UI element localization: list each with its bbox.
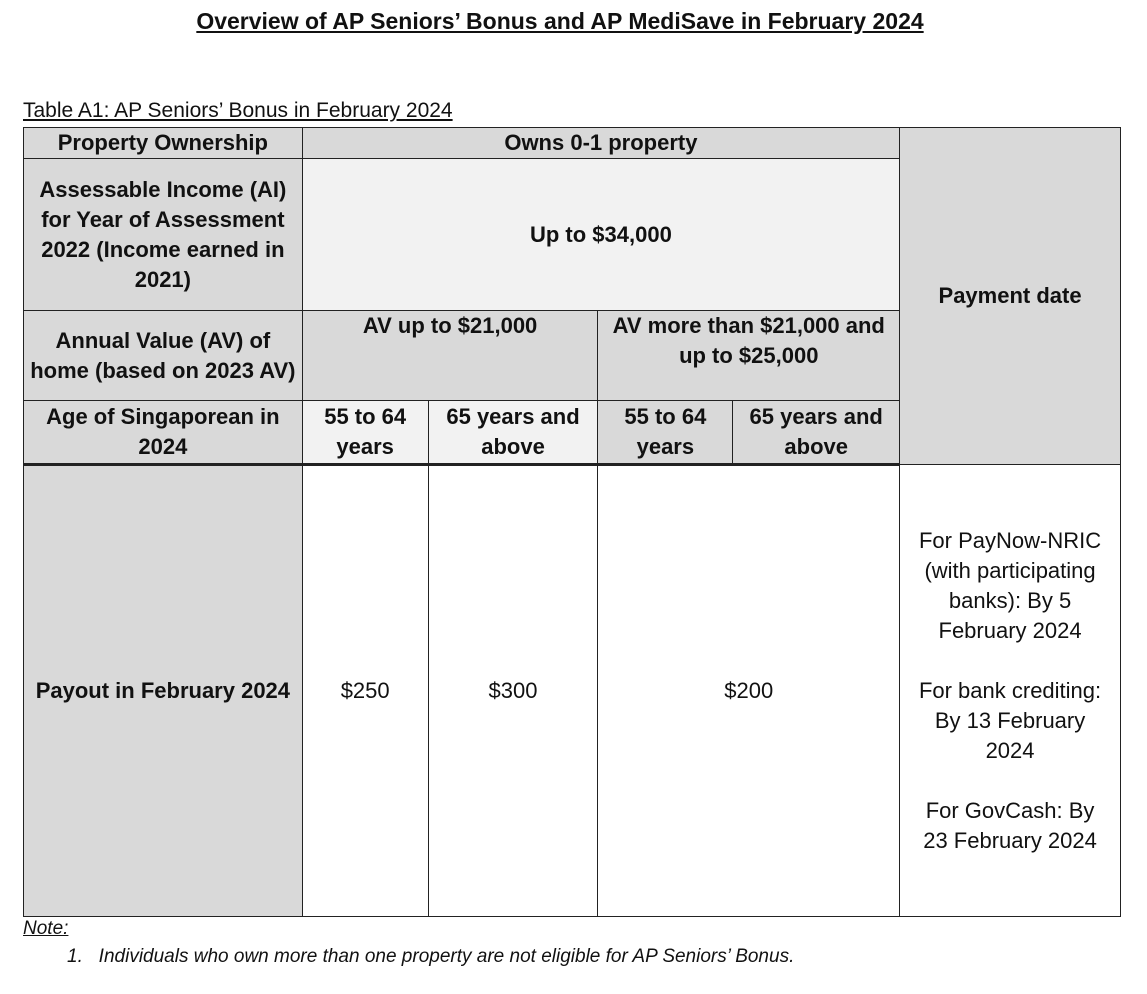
payment-date-govcash: For GovCash: By 23 February 2024 [923,797,1097,853]
payout-value: $200 [598,465,900,917]
seniors-bonus-table [23,127,1121,917]
table-caption: Table A1: AP Seniors’ Bonus in February 2024 [23,99,453,122]
payout-value: $300 [428,465,598,917]
age-cell: 55 to 64 years [598,401,733,465]
payout-value: $250 [302,465,428,917]
payment-date-bank: For bank crediting: By 13 February 2024 [918,677,1102,763]
property-value: Owns 0-1 property [302,128,899,159]
ai-label: Assessable Income (AI) for Year of Assessment 2022 (Income earned in 2021) [24,159,303,311]
av-low: AV up to $21,000 [302,311,598,401]
payment-date-label: Payment date [900,128,1121,465]
payment-dates [900,465,1121,917]
av-high: AV more than $21,000 and up to $25,000 [598,311,900,401]
payout-label: Payout in February 2024 [24,465,303,917]
page-title: Overview of AP Seniors’ Bonus and AP MediSave in February 2024 [196,8,924,34]
payment-date-paynow: For PayNow-NRIC (with participating banks): By 5 February 2024 [918,527,1102,643]
age-cell: 55 to 64 years [302,401,428,465]
note-item: 1. Individuals who own more than one property are not eligible for AP Seniors’ Bonus. [67,946,795,967]
note [23,918,794,968]
ai-value: Up to $34,000 [302,159,899,311]
property-label: Property Ownership [24,128,303,159]
av-label: Annual Value (AV) of home (based on 2023 AV) [24,311,303,401]
age-cell: 65 years and above [733,401,900,465]
age-label: Age of Singaporean in 2024 [24,401,303,465]
note-heading: Note: [23,918,69,939]
age-cell: 65 years and above [428,401,598,465]
